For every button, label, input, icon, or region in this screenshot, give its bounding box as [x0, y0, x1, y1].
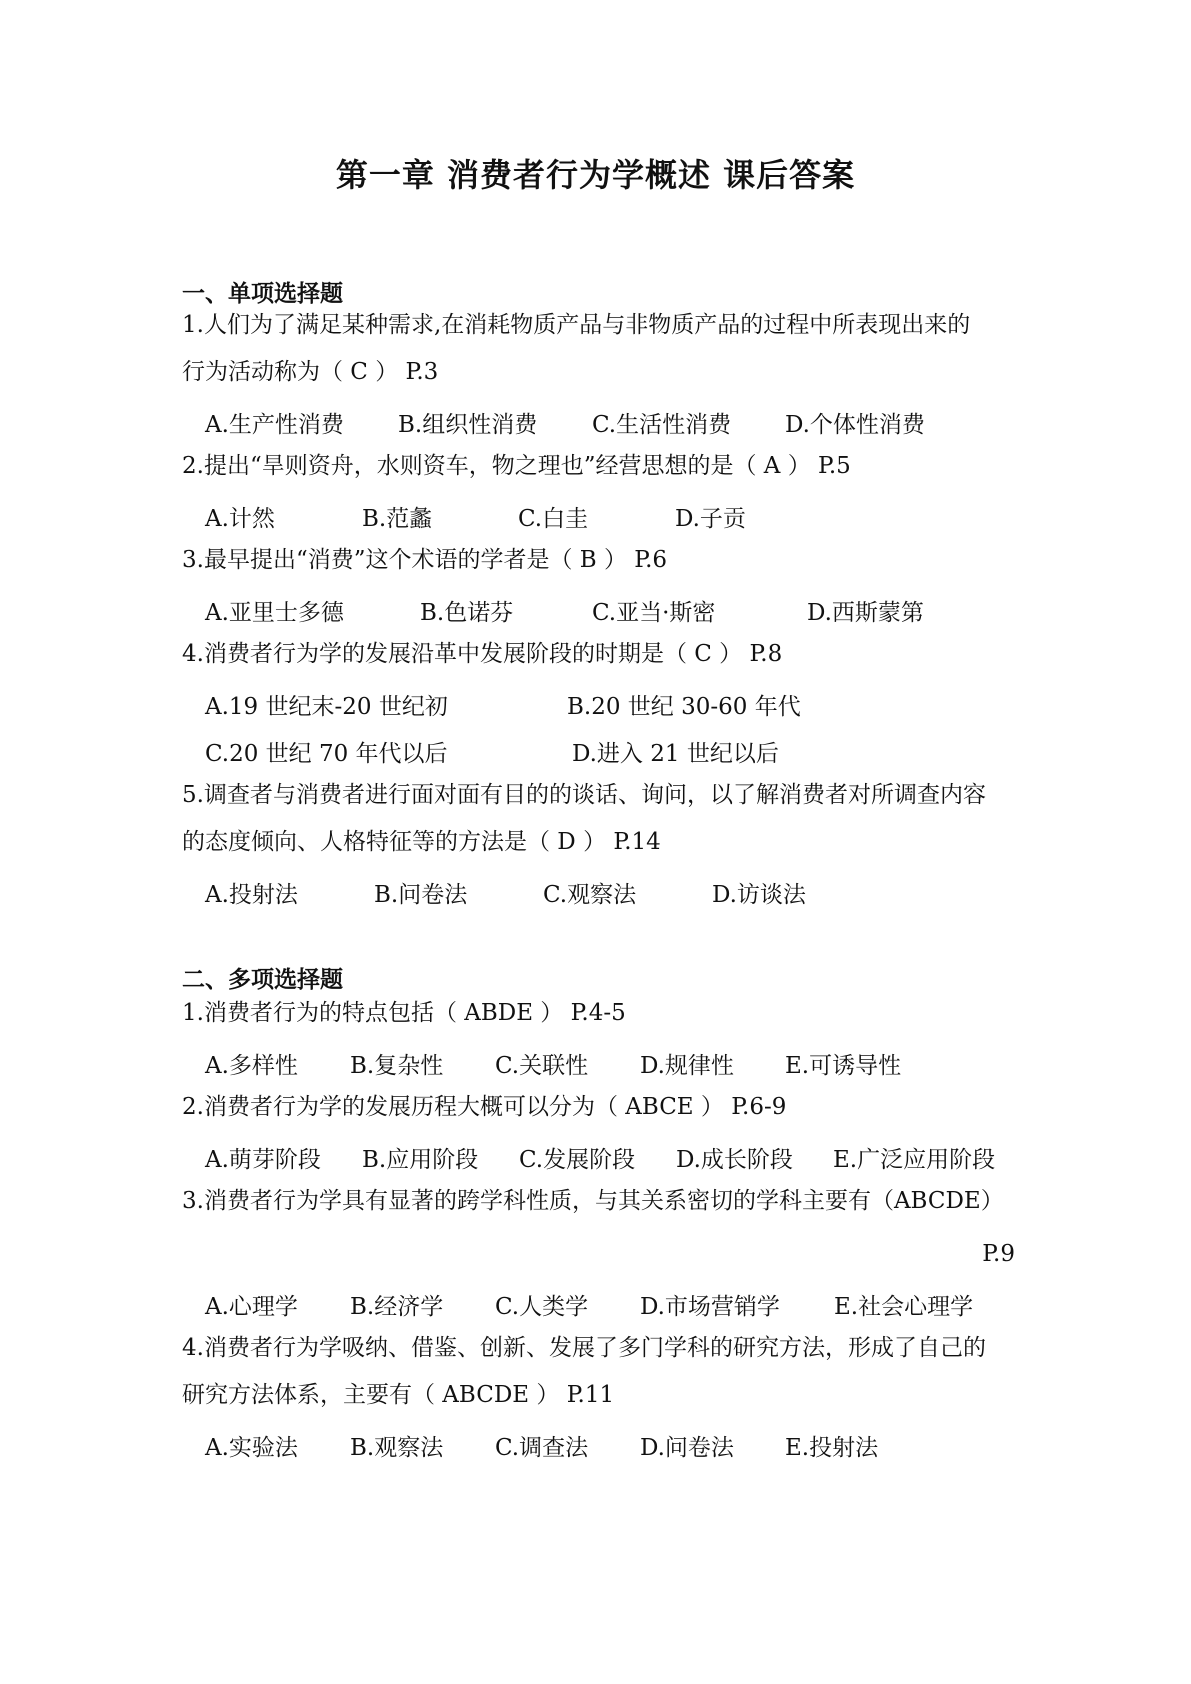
- option-c: C.关联性: [495, 1053, 589, 1079]
- question-1-1: 1.人们为了满足某种需求,在消耗物质产品与非物质产品的过程中所表现出来的: [182, 312, 971, 338]
- option-b: B.20 世纪 30-60 年代: [567, 694, 801, 720]
- option-c: C.人类学: [495, 1294, 589, 1320]
- section-heading-multiple-choice: 二、多项选择题: [182, 967, 343, 993]
- option-d: D.西斯蒙第: [807, 600, 924, 626]
- option-d: D.问卷法: [640, 1435, 734, 1461]
- question-1-4: 4.消费者行为学的发展沿革中发展阶段的时期是（ C ） P.8: [182, 641, 783, 667]
- option-a: A.多样性: [205, 1053, 298, 1079]
- page-title: 第一章 消费者行为学概述 课后答案: [335, 156, 856, 194]
- option-a: A.生产性消费: [205, 412, 344, 438]
- option-e: E.可诱导性: [785, 1053, 902, 1079]
- question-1-3: 3.最早提出“消费”这个术语的学者是（ B ） P.6: [182, 547, 668, 573]
- option-d: D.个体性消费: [785, 412, 925, 438]
- question-2-4-cont: 研究方法体系，主要有（ ABCDE ） P.11: [182, 1382, 615, 1408]
- option-a: A.心理学: [205, 1294, 298, 1320]
- option-b: B.色诺芬: [420, 600, 514, 626]
- option-b: B.经济学: [350, 1294, 444, 1320]
- question-2-2: 2.消费者行为学的发展历程大概可以分为（ ABCE ） P.6-9: [182, 1094, 787, 1120]
- option-b: B.范蠡: [362, 506, 433, 532]
- option-d: D.成长阶段: [676, 1147, 793, 1173]
- option-b: B.组织性消费: [398, 412, 538, 438]
- option-e: E.广泛应用阶段: [833, 1147, 996, 1173]
- option-a: A.亚里士多德: [205, 600, 344, 626]
- question-2-4: 4.消费者行为学吸纳、借鉴、创新、发展了多门学科的研究方法，形成了自己的: [182, 1335, 986, 1361]
- option-e: E.投射法: [785, 1435, 879, 1461]
- question-2-3: 3.消费者行为学具有显著的跨学科性质，与其关系密切的学科主要有（ABCDE）: [182, 1188, 1004, 1214]
- question-2-3-page-ref: P.9: [982, 1241, 1015, 1267]
- option-a: A.19 世纪末-20 世纪初: [205, 694, 448, 720]
- option-a: A.萌芽阶段: [205, 1147, 321, 1173]
- option-c: C.调查法: [495, 1435, 589, 1461]
- option-a: A.实验法: [205, 1435, 298, 1461]
- question-1-2: 2.提出“旱则资舟，水则资车，物之理也”经营思想的是（ A ） P.5: [182, 453, 851, 479]
- option-d: D.规律性: [640, 1053, 734, 1079]
- option-b: B.观察法: [350, 1435, 444, 1461]
- option-c: C.20 世纪 70 年代以后: [205, 741, 448, 767]
- question-1-5-cont: 的态度倾向、人格特征等的方法是（ D ） P.14: [182, 829, 661, 855]
- option-d: D.访谈法: [712, 882, 806, 908]
- option-c: C.生活性消费: [592, 412, 732, 438]
- option-a: A.投射法: [205, 882, 298, 908]
- question-1-5: 5.调查者与消费者进行面对面有目的的谈话、询问，以了解消费者对所调查内容: [182, 782, 986, 808]
- option-b: B.应用阶段: [362, 1147, 479, 1173]
- option-c: C.发展阶段: [519, 1147, 636, 1173]
- question-2-1: 1.消费者行为的特点包括（ ABDE ） P.4-5: [182, 1000, 626, 1026]
- option-a: A.计然: [205, 506, 275, 532]
- option-b: B.复杂性: [350, 1053, 444, 1079]
- option-d: D.子贡: [675, 506, 746, 532]
- option-c: C.亚当·斯密: [592, 600, 716, 626]
- option-c: C.白圭: [518, 506, 589, 532]
- option-d: D.进入 21 世纪以后: [572, 741, 779, 767]
- option-c: C.观察法: [543, 882, 637, 908]
- section-heading-single-choice: 一、单项选择题: [182, 281, 343, 307]
- option-d: D.市场营销学: [640, 1294, 780, 1320]
- question-1-1-cont: 行为活动称为（ C ） P.3: [182, 359, 439, 385]
- option-e: E.社会心理学: [834, 1294, 974, 1320]
- option-b: B.问卷法: [374, 882, 468, 908]
